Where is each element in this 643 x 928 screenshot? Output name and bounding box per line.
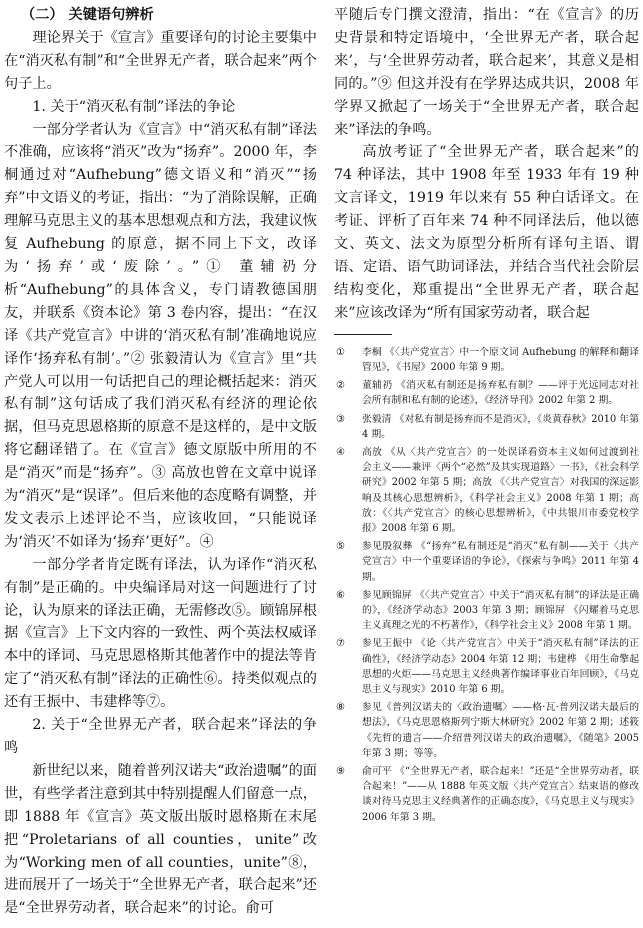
footnotes bbox=[334, 345, 639, 825]
paragraph: 一部分学者肯定既有译法，认为译作“消灭私有制”是正确的。中央编译局对这一问题进行了讨论，认为原来的译法正确，无需修改⑤。顾锦屏根据《宣言》上下文内容的一致性、两个英法权威译本中的译词、马克思恩格斯其他著作中的提法等肯定了“消灭私有制”译法的正确性⑥。持类似观点的还有王振中、韦建桦等⑦。 bbox=[4, 556, 317, 711]
footnote bbox=[334, 345, 639, 375]
footnote-number: ④ bbox=[336, 446, 345, 458]
paragraph: 理论界关于《宣言》重要译句的讨论主要集中在“消灭私有制”和“全世界无产者，联合起来”两个句子上。 bbox=[4, 29, 317, 92]
footnote-text: 高放 《从〈共产党宣言〉的一处误译看资本主义如何过渡到社会主义——兼评〈两个“必然”及其实现道路〉一书》，《社会科学研究》2002 年第 5 期；高放 《〈共产党宣言〉对我国的深远影响及其核心思想辨析》，《科学社会主义》2008 年第 1 期；高放：《〈共产党宣言〉的核心思想辨析》，《中共银川市委党校学报》2008 年第 6 期。 bbox=[362, 446, 639, 534]
footnote-number: ⑥ bbox=[336, 589, 345, 601]
subsection-heading: 1. 关于“消灭私有制”译法的争论 bbox=[32, 98, 236, 115]
paragraph-continued: 平随后专门撰文澄清，指出：“在《宣言》的历史背景和特定语境中，‘全世界无产者，联合起来’，与‘全世界劳动者，联合起来’，其意义是相同的。”⑨ 但这并没有在学界达成共识，2008 年学界又掀起了一场关于“全世界无产者，联合起来”译法的争鸣。 bbox=[334, 7, 639, 138]
footnote bbox=[334, 700, 639, 761]
footnote bbox=[334, 636, 639, 697]
right-body bbox=[334, 4, 639, 325]
footnote-text: 参见顾锦屏 《〈共产党宣言〉中关于“消灭私有制”的译法是正确的》，《经济学动态》2003 年第 3 期；顾锦屏 《闪耀着马克思主义真理之光的不朽著作》，《科学社会主义》2008 年第 1 期。 bbox=[362, 589, 639, 632]
footnote-text: 俞可平 《“全世界无产者，联合起来！”还是“全世界劳动者，联合起来！”——从 1888 年英文版〈共产党宣言〉结束语的修改谈对待马克思主义经典著作的正确态度》，《马克思主义与现实》2006 年第 3 期。 bbox=[362, 765, 639, 823]
footnote bbox=[334, 764, 639, 825]
footnote-number: ③ bbox=[336, 413, 345, 425]
footnote bbox=[334, 539, 639, 585]
footnote-text: 参见王振中 《论〈共产党宣言〉中关于“消灭私有制”译法的正确性》，《经济学动态》2004 年第 12 期；韦建桦 《用生命擎起思想的火炬——马克思主义经典著作编译事业百年回顾》，《马克思主义与现实》2010 年第 6 期。 bbox=[362, 638, 639, 695]
section-heading: （二） 关键语句辨析 bbox=[21, 7, 154, 23]
footnote-text: 参见《普列汉诺夫的〈政治遗嘱〉——格·瓦·普列汉诺夫最后的想法》，《马克思恩格斯列宁斯大林研究》2002 年第 2 期；述筱 《先哲的遗言——介绍普列汉诺夫的政治遗嘱》，《随笔》2005 年第 3 期；等等。 bbox=[362, 702, 639, 759]
footnote-number: ① bbox=[336, 346, 345, 358]
footnote-text: 李桐 《〈共产党宣言〉中一个原文词 Aufhebung 的解释和翻译管见》，《书屋》2000 年第 9 期。 bbox=[362, 346, 639, 373]
paragraph: 新世纪以来，随着普列汉诺夫“政治遗嘱”的面世，有些学者注意到其中特别提醒人们留意一点，即 1888 年《宣言》英文版出版时恩格斯在末尾把“Proletarians of all counties，unite”改为“Working men of all counties，unite”⑧，进而展开了一场关于“全世界无产者，联合起来”还是“全世界劳动者，联合起来”的讨论。俞可 bbox=[4, 762, 317, 917]
footnote bbox=[334, 588, 639, 634]
footnote-number: ② bbox=[336, 380, 345, 392]
footnote-text: 董辅礽 《消灭私有制还是扬弃私有制？——评于光远同志对社会所有制和私有制的论述》，《经济导刊》2002 年第 2 期。 bbox=[362, 380, 639, 407]
subsection-heading: 2. 关于“全世界无产者，联合起来”译法的争鸣 bbox=[4, 717, 317, 756]
footnote-number: ⑨ bbox=[336, 765, 345, 777]
footnote bbox=[334, 378, 639, 408]
footnote-number: ⑧ bbox=[336, 702, 345, 714]
footnote-text: 张毅清 《对私有制是扬弃而不是消灭》，《炎黄春秋》2010 年第 4 期。 bbox=[362, 413, 639, 440]
footnote bbox=[334, 445, 639, 536]
footnote bbox=[334, 412, 639, 442]
footnote-text: 参见殷叙彝 《“扬弃”私有制还是“消灭”私有制——关于〈共产党宣言〉中一个重要译语的争论》，《探索与争鸣》2011 年第 4 期。 bbox=[362, 541, 639, 583]
footnote-number: ⑤ bbox=[336, 541, 345, 553]
paragraph: 高放考证了“全世界无产者，联合起来”的 74 种译法，其中 1908 年至 1933 年有 19 种文言译文，1919 年以来有 55 种白话译文。在考证、评析了百年来 74 种不同译法后，他以德文、英文、法文为原型分析所有译句主语、谓语、定语、语气助词译法，并结合当代社会阶层结构变化，郑重提出“全世界无产者，联合起来”应该改译为“所有国家劳动者，联合起 bbox=[334, 144, 639, 321]
left-column bbox=[4, 4, 317, 920]
footnote-divider bbox=[334, 334, 392, 335]
right-column bbox=[334, 4, 639, 828]
paragraph: 一部分学者认为《宣言》中“消灭私有制”译法不准确，应该将“消灭”改为“扬弃”。2000 年，李桐通过对“Aufhebung”德文语义和“消灭”“扬弃”中文语义的考证，指出：“为了消除误解，正确理解马克思主义的基本思想观点和方法，我建议恢复 Aufhebung 的原意，据不同上下文，改译为‘扬弃’或‘废除’。”① 董辅礽分析“Aufhebung”的具体含义，专门请教德国朋友，并联系《资本论》第 3 卷内容，提出：“在汉译《共产党宣言》中讲的‘消灭私有制’准确地说应译作‘扬弃私有制’。”② 张毅清认为《宣言》里“共产党人可以用一句话把自己的理论概括起来：消灭私有制”这句话成了我们消灭私有经济的理论依据，但马克思恩格斯的原意不是这样的，是中文版将它翻译错了。在《宣言》德文原版中所用的不是“消灭”而是“扬弃”。③ 高放也曾在文章中说译为“消灭”是“误译”。但后来他的态度略有调整，并发文表示上述评论不当，应该收回，“只能说译为‘消灭’不如译为‘扬弃’更好”。④ bbox=[4, 121, 317, 550]
footnote-number: ⑦ bbox=[336, 638, 345, 650]
